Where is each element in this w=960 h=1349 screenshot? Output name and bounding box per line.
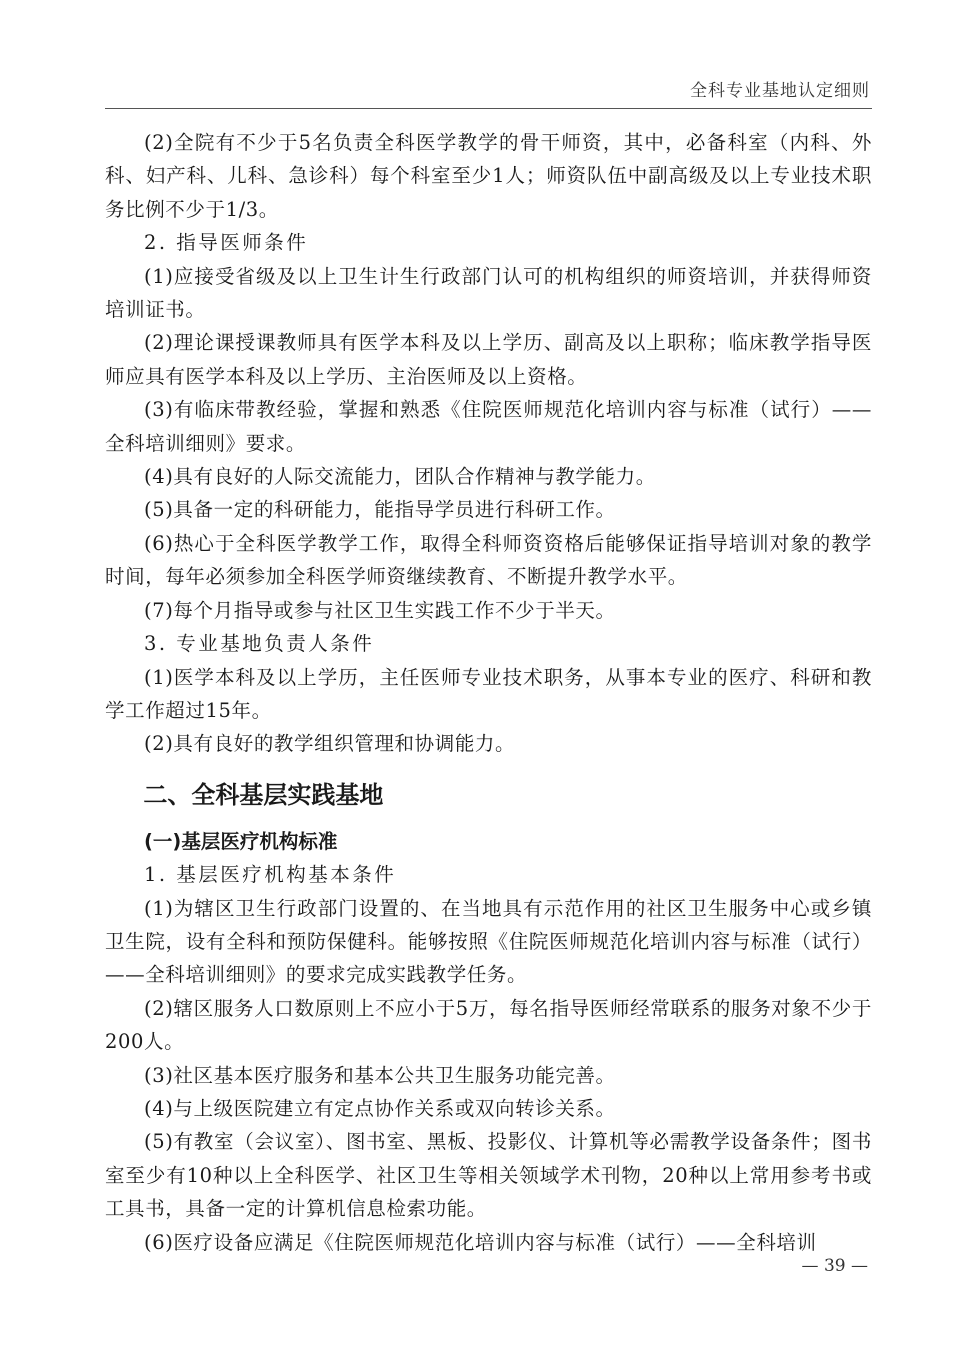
paragraph: (1)医学本科及以上学历，主任医师专业技术职务，从事本专业的医疗、科研和教学工作超过15年。 bbox=[105, 665, 872, 722]
running-header: 全科专业基地认定细则 bbox=[690, 81, 870, 101]
paragraph: (6)医疗设备应满足《住院医师规范化培训内容与标准（试行）——全科培训 bbox=[144, 1230, 817, 1254]
subsection-heading: (一)基层医疗机构标准 bbox=[144, 829, 338, 853]
paragraph: (2)全院有不少于5名负责全科医学教学的骨干师资，其中，必备科室（内科、外科、妇产科、儿科、急诊科）每个科室至少1人；师资队伍中副高级及以上专业技术职务比例不少于1/3。 bbox=[105, 131, 872, 221]
paragraph: (2)具有良好的教学组织管理和协调能力。 bbox=[144, 732, 516, 756]
paragraph: (5)有教室（会议室）、图书室、黑板、投影仪、计算机等必需教学设备条件；图书室至少有10种以上全科医学、社区卫生等相关领域学术刊物，20种以上常用参考书或工具书，具备一定的计算机信息检索功能。 bbox=[105, 1130, 872, 1221]
paragraph: (7)每个月指导或参与社区卫生实践工作不少于半天。 bbox=[144, 598, 616, 622]
subheading: 1. 基层医疗机构基本条件 bbox=[144, 863, 397, 887]
page-body bbox=[105, 126, 872, 1259]
paragraph: (6)热心于全科医学教学工作，取得全科师资资格后能够保证指导培训对象的教学时间，每年必须参加全科医学师资继续教育、不断提升教学水平。 bbox=[105, 531, 872, 589]
paragraph: (1)应接受省级及以上卫生计生行政部门认可的机构组织的师资培训，并获得师资培训证书。 bbox=[105, 264, 872, 322]
subheading: 3. 专业基地负责人条件 bbox=[144, 632, 375, 656]
paragraph: (4)与上级医院建立有定点协作关系或双向转诊关系。 bbox=[144, 1096, 616, 1120]
paragraph: (4)具有良好的人际交流能力，团队合作精神与教学能力。 bbox=[144, 465, 656, 489]
paragraph: (5)具备一定的科研能力，能指导学员进行科研工作。 bbox=[144, 498, 616, 522]
paragraph: (2)理论课授课教师具有医学本科及以上学历、副高及以上职称；临床教学指导医师应具有医学本科及以上学历、主治医师及以上资格。 bbox=[105, 331, 872, 388]
subheading: 2. 指导医师条件 bbox=[144, 231, 309, 255]
section-heading: 二、全科基层实践基地 bbox=[143, 780, 384, 809]
paragraph: (1)为辖区卫生行政部门设置的、在当地具有示范作用的社区卫生服务中心或乡镇卫生院，设有全科和预防保健科。能够按照《住院医师规范化培训内容与标准（试行）——全科培训细则》的要求完成实践教学任务。 bbox=[105, 896, 872, 987]
paragraph: (2)辖区服务人口数原则上不应小于5万，每名指导医师经常联系的服务对象不少于200人。 bbox=[105, 996, 872, 1054]
paragraph: (3)社区基本医疗服务和基本公共卫生服务功能完善。 bbox=[144, 1063, 616, 1087]
paragraph: (3)有临床带教经验，掌握和熟悉《住院医师规范化培训内容与标准（试行）——全科培训细则》要求。 bbox=[105, 398, 872, 455]
header-rule bbox=[105, 108, 872, 109]
page-number: — 39 — bbox=[801, 1256, 868, 1276]
